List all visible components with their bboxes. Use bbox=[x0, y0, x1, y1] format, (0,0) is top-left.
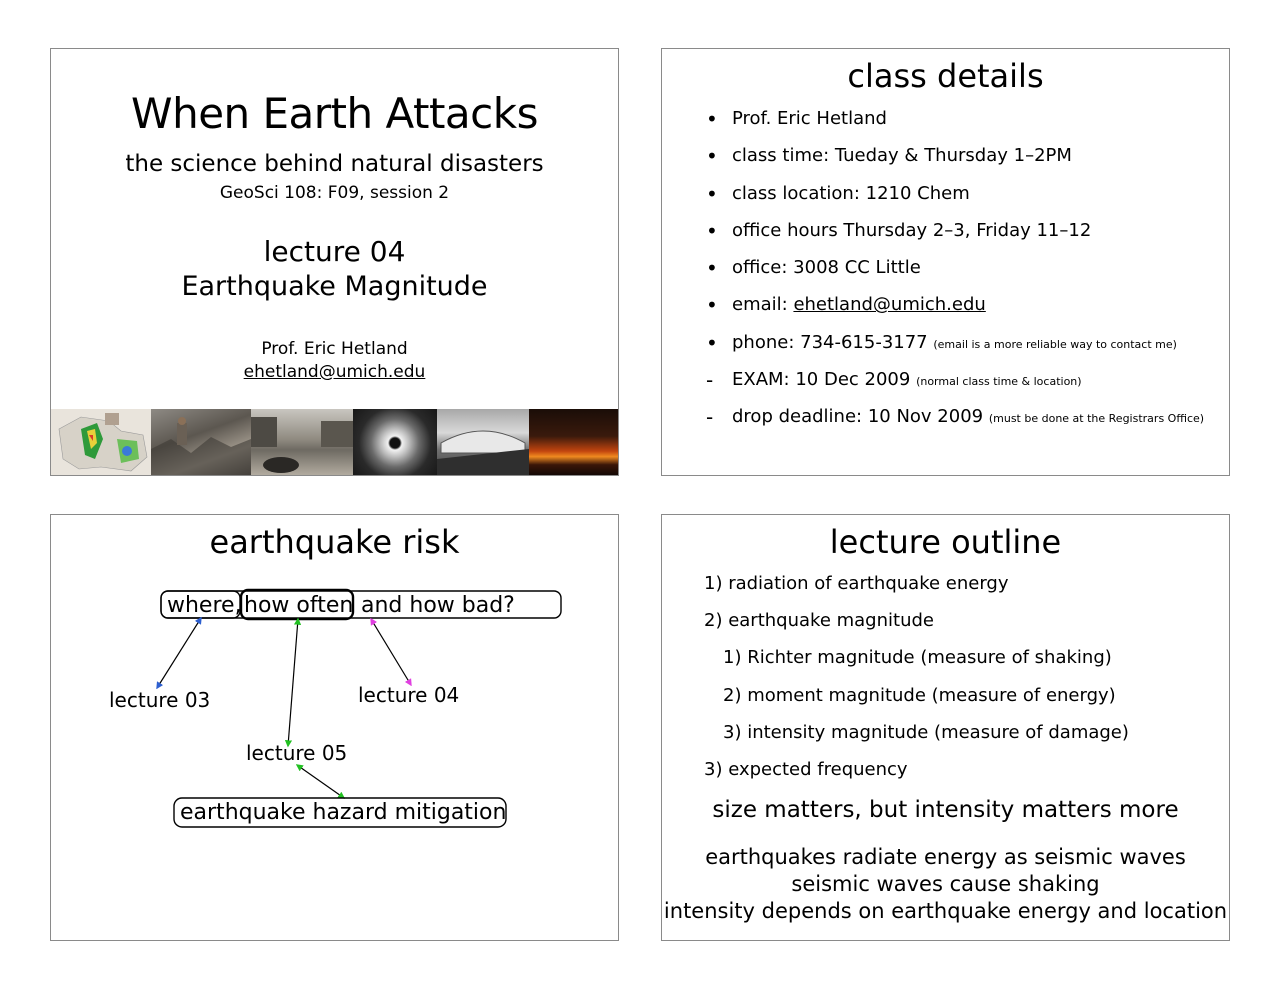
item-note: (normal class time & location) bbox=[916, 375, 1082, 389]
slide-heading: earthquake risk bbox=[209, 523, 460, 561]
bullet-marker: • bbox=[706, 218, 718, 243]
bullet-marker: • bbox=[706, 181, 718, 206]
list-item bbox=[706, 368, 1204, 405]
class-details-list bbox=[706, 107, 1204, 443]
phrase-how-bad: and how bad? bbox=[361, 593, 515, 618]
list-item bbox=[706, 107, 1204, 144]
item-text: class time: Tueday & Thursday 1–2PM bbox=[732, 145, 1072, 167]
arrow-howbad-lecture04 bbox=[371, 619, 411, 685]
item-note: (email is a more reliable way to contact me) bbox=[933, 337, 1177, 351]
lecture-title: Earthquake Magnitude bbox=[181, 271, 488, 302]
outline-item: 1) radiation of earthquake energy bbox=[704, 573, 1009, 594]
bullet-marker: • bbox=[706, 293, 718, 318]
professor-name: Prof. Eric Hetland bbox=[261, 339, 408, 359]
deck-title: When Earth Attacks bbox=[131, 89, 538, 138]
outline-subitem: 1) Richter magnitude (measure of shaking) bbox=[723, 647, 1112, 668]
slide-class-details bbox=[661, 48, 1230, 476]
outline-subitem: 2) moment magnitude (measure of energy) bbox=[723, 685, 1116, 706]
damaged-dome-image bbox=[437, 409, 529, 476]
list-item bbox=[706, 405, 1204, 442]
slide-title bbox=[50, 48, 619, 476]
label-lecture-03: lecture 03 bbox=[109, 688, 211, 712]
item-text: phone: 734-615-3177 bbox=[732, 331, 928, 353]
item-text: class location: 1210 Chem bbox=[732, 182, 970, 204]
hurricane-satellite-image bbox=[353, 409, 437, 476]
item-note: (must be done at the Registrars Office) bbox=[988, 412, 1205, 426]
lecture-number: lecture 04 bbox=[263, 235, 406, 268]
list-item bbox=[706, 331, 1204, 368]
item-text: email: bbox=[732, 294, 794, 316]
earthquake-rubble-image bbox=[151, 409, 251, 476]
volcano-eruption-image bbox=[529, 409, 619, 476]
list-item bbox=[706, 144, 1204, 181]
outline-item: 3) expected frequency bbox=[704, 759, 908, 780]
us-hazard-map-image bbox=[51, 409, 151, 476]
slide-heading: class details bbox=[847, 57, 1044, 95]
dash-marker: - bbox=[706, 368, 714, 393]
bullet-marker: • bbox=[706, 330, 718, 355]
slide-heading: lecture outline bbox=[829, 523, 1062, 561]
list-item bbox=[706, 219, 1204, 256]
summary-line: earthquakes radiate energy as seismic waves bbox=[705, 845, 1186, 869]
disaster-photo-strip bbox=[51, 409, 619, 476]
item-text: Prof. Eric Hetland bbox=[732, 108, 887, 129]
risk-diagram bbox=[51, 515, 619, 941]
item-text: office hours Thursday 2–3, Friday 11–12 bbox=[732, 219, 1092, 241]
emphasis-line: size matters, but intensity matters more bbox=[712, 797, 1179, 823]
dash-marker: - bbox=[706, 405, 714, 430]
flood-image bbox=[251, 409, 353, 476]
item-text: drop deadline: 10 Nov 2009 bbox=[732, 406, 984, 428]
deck-subtitle: the science behind natural disasters bbox=[125, 151, 544, 177]
arrow-lecture05-mitigation bbox=[297, 765, 344, 798]
list-item bbox=[706, 256, 1204, 293]
outline-subitem: 3) intensity magnitude (measure of damage) bbox=[723, 722, 1129, 743]
bullet-marker: • bbox=[706, 107, 718, 131]
label-lecture-04: lecture 04 bbox=[358, 683, 460, 707]
email-link[interactable]: ehetland@umich.edu bbox=[793, 294, 986, 316]
item-text: office: 3008 CC Little bbox=[732, 257, 921, 279]
professor-email[interactable]: ehetland@umich.edu bbox=[243, 362, 426, 382]
list-item bbox=[706, 182, 1204, 219]
course-code: GeoSci 108: F09, session 2 bbox=[219, 183, 450, 203]
bullet-marker: • bbox=[706, 144, 718, 169]
outline-item: 2) earthquake magnitude bbox=[704, 610, 934, 631]
summary-line: seismic waves cause shaking bbox=[791, 872, 1100, 896]
slide-lecture-outline bbox=[661, 514, 1230, 941]
arrow-where-lecture03 bbox=[157, 618, 201, 688]
slide-earthquake-risk bbox=[50, 514, 619, 941]
mitigation-label: earthquake hazard mitigation bbox=[180, 800, 507, 825]
phrase-where: where, bbox=[167, 593, 242, 618]
list-item bbox=[706, 293, 1204, 330]
label-lecture-05: lecture 05 bbox=[246, 741, 348, 765]
bullet-marker: • bbox=[706, 256, 718, 281]
summary-line: intensity depends on earthquake energy and location bbox=[663, 899, 1228, 923]
item-text: EXAM: 10 Dec 2009 bbox=[732, 369, 911, 391]
arrow-howoften-lecture05 bbox=[288, 619, 298, 746]
phrase-how-often: how often bbox=[244, 593, 354, 618]
